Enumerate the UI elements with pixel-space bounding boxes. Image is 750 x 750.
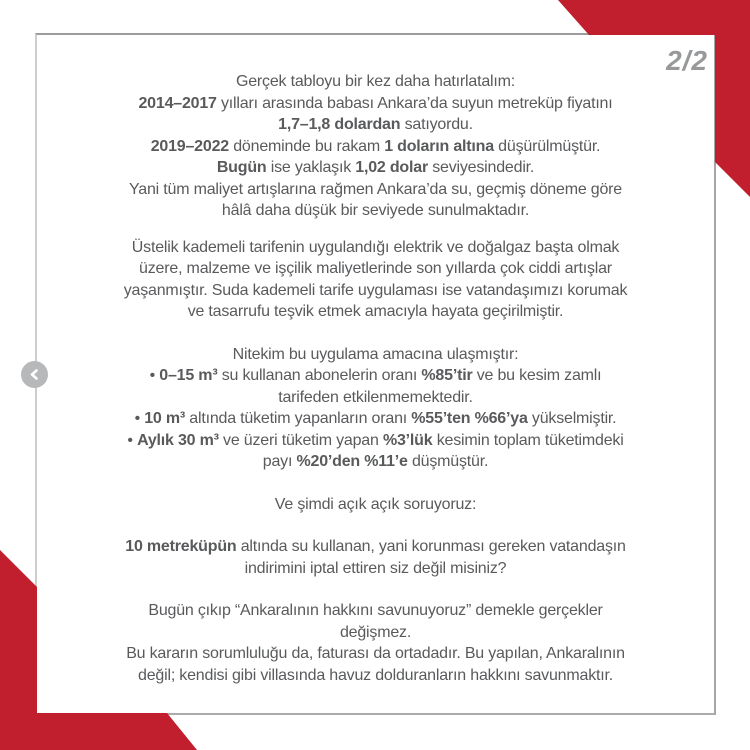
text-segment: hâlâ daha düşük bir seviyede sunulmaktadır. bbox=[221, 202, 530, 219]
paragraph bbox=[93, 536, 658, 579]
text-segment: yılları arasında babası Ankara’da suyun metreküp fiyatını bbox=[216, 94, 613, 112]
text-segment: Üstelik kademeli tarifenin uygulandığı elektrik ve doğalgaz başta olmak bbox=[131, 238, 620, 256]
text-line bbox=[93, 136, 658, 158]
text-line bbox=[93, 451, 658, 473]
text-segment: Nitekim bu uygulama amacına ulaşmıştır: bbox=[232, 345, 519, 363]
paragraph bbox=[93, 494, 658, 516]
text-segment: döneminde bu rakam bbox=[228, 137, 385, 155]
body-text bbox=[93, 71, 658, 707]
text-segment: 1,02 dolar bbox=[355, 159, 428, 176]
text-line bbox=[93, 536, 658, 558]
text-segment: • bbox=[149, 367, 160, 384]
text-line bbox=[93, 558, 658, 580]
text-segment: yaşanmıştır. Suda kademeli tarife uygulaması ise vatandaşımızı korumak bbox=[123, 281, 628, 299]
text-segment: 1 doların altına bbox=[384, 137, 494, 155]
text-line bbox=[93, 600, 658, 622]
text-segment: su kullanan abonelerin oranı bbox=[217, 367, 422, 384]
text-segment: altında tüketim yapanların oranı bbox=[185, 410, 412, 427]
text-line bbox=[93, 622, 658, 644]
text-segment: Gerçek tabloyu bir kez daha hatırlatalım: bbox=[235, 73, 516, 90]
text-segment: yükselmiştir. bbox=[527, 410, 617, 427]
text-segment: üzere, malzeme ve işçilik maliyetlerinde son yıllarda çok ciddi artışlar bbox=[139, 260, 612, 277]
paragraph bbox=[93, 237, 658, 323]
text-segment: Bugün çıkıp “Ankaralının hakkını savunuyoruz” demekle gerçekler bbox=[148, 602, 603, 619]
text-segment: ise yaklaşık bbox=[266, 159, 356, 176]
text-segment: 1,7–1,8 dolardan bbox=[278, 116, 401, 133]
page-indicator: 2/2 bbox=[666, 45, 708, 76]
text-line bbox=[93, 643, 658, 665]
paragraph bbox=[93, 71, 658, 222]
text-segment: %85’tir bbox=[421, 367, 473, 384]
text-segment: indirimini iptal ettiren siz değil misiniz? bbox=[244, 559, 507, 577]
text-segment: 2014–2017 bbox=[138, 94, 217, 112]
text-segment: değil; kendisi gibi villasında havuz dolduranların hakkını savunmaktır. bbox=[138, 666, 613, 684]
text-segment: düşmüştür. bbox=[407, 453, 489, 470]
text-segment: 10 metreküpün bbox=[125, 538, 237, 555]
text-line bbox=[93, 665, 658, 687]
text-line bbox=[93, 280, 658, 302]
text-segment: Yani tüm maliyet artışlarına rağmen Ankara’da su, geçmiş döneme göre bbox=[128, 180, 623, 198]
text-line bbox=[93, 93, 658, 115]
prev-page-button[interactable] bbox=[21, 361, 48, 388]
text-segment: Bu kararın sorumluluğu da, faturası da ortadadır. Bu yapılan, Ankaralının bbox=[126, 645, 625, 662]
text-segment: Aylık 30 m³ bbox=[137, 431, 219, 449]
text-segment: • bbox=[127, 431, 138, 449]
text-segment: 10 m³ bbox=[144, 410, 186, 427]
text-segment: altında su kullanan, yani korunması gereken vatandaşın bbox=[236, 538, 626, 555]
text-segment: ve bu kesim zamlı bbox=[472, 367, 602, 384]
content-card bbox=[35, 33, 716, 715]
chevron-left-icon bbox=[28, 368, 41, 381]
text-segment: Ve şimdi açık açık soruyoruz: bbox=[274, 495, 477, 513]
text-segment: tarifeden etkilenmemektedir. bbox=[278, 388, 473, 406]
text-line bbox=[93, 430, 658, 452]
text-line bbox=[93, 179, 658, 201]
text-line bbox=[93, 258, 658, 280]
text-segment: ve tasarrufu teşvik etmek amacıyla hayata geçirilmiştir. bbox=[187, 303, 564, 320]
text-segment: • bbox=[134, 410, 145, 427]
paragraph bbox=[93, 600, 658, 686]
text-segment: satıyordu. bbox=[400, 116, 473, 133]
text-line bbox=[93, 387, 658, 409]
text-segment: %20’den %11’e bbox=[296, 453, 408, 470]
text-segment: Bugün bbox=[216, 159, 267, 176]
text-line bbox=[93, 494, 658, 516]
text-segment: %3’lük bbox=[382, 431, 433, 449]
text-line bbox=[93, 71, 658, 93]
text-line bbox=[93, 157, 658, 179]
paragraph bbox=[93, 344, 658, 473]
text-segment: payı bbox=[262, 453, 297, 470]
text-line bbox=[93, 114, 658, 136]
text-segment: 0–15 m³ bbox=[159, 367, 218, 384]
text-line bbox=[93, 200, 658, 222]
text-line bbox=[93, 344, 658, 366]
text-line bbox=[93, 237, 658, 259]
text-segment: ve üzeri tüketim yapan bbox=[218, 431, 383, 449]
text-line bbox=[93, 301, 658, 323]
text-segment: 2019–2022 bbox=[150, 137, 229, 155]
text-line bbox=[93, 365, 658, 387]
text-line bbox=[93, 408, 658, 430]
text-segment: kesimin toplam tüketimdeki bbox=[432, 431, 624, 449]
text-segment: seviyesindedir. bbox=[427, 159, 535, 176]
text-segment: düşürülmüştür. bbox=[493, 137, 601, 155]
text-segment: değişmez. bbox=[339, 623, 412, 641]
text-segment: %55’ten %66’ya bbox=[411, 410, 528, 427]
